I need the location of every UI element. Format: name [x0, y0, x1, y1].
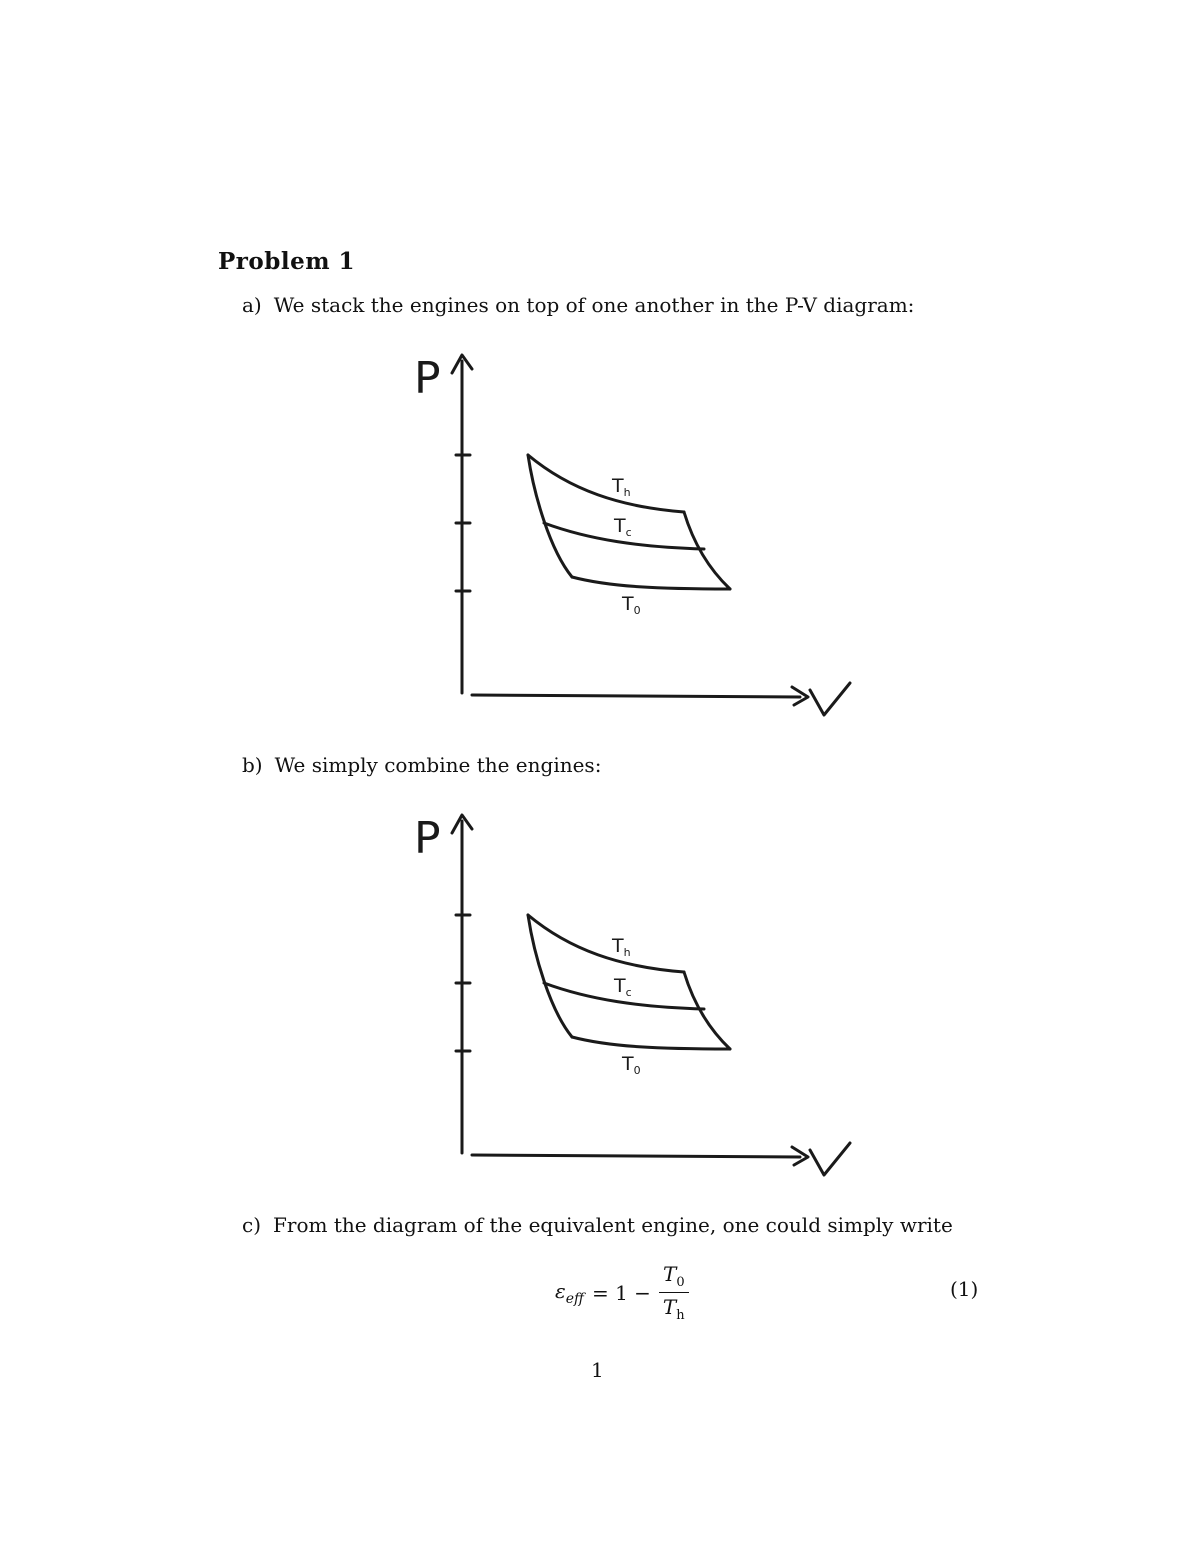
eq-fraction	[659, 1262, 689, 1323]
eq-numerator: $T_0$	[659, 1262, 689, 1293]
part-c-body: From the diagram of the equivalent engine, one could simply write	[273, 1213, 953, 1237]
label-tc: $T_c$	[614, 515, 632, 539]
problem-heading: Problem 1	[218, 248, 356, 275]
efficiency-equation	[555, 1262, 689, 1323]
adiabat-left	[528, 915, 572, 1037]
v-letter	[810, 683, 850, 715]
adiabat-right	[684, 972, 730, 1049]
page-number: 1	[591, 1358, 604, 1382]
isotherm-hot	[528, 455, 684, 512]
eq-operator: = 1 −	[591, 1280, 651, 1305]
y-axis-label: P	[414, 353, 441, 404]
isotherm-zero	[572, 577, 730, 589]
adiabat-right	[684, 512, 730, 589]
part-b-label: b)	[242, 753, 263, 777]
label-t0: $T_0$	[622, 593, 641, 617]
adiabat-left	[528, 455, 572, 577]
equation-number: (1)	[950, 1277, 979, 1301]
part-c-label: c)	[242, 1213, 262, 1237]
part-c-text	[242, 1213, 953, 1237]
isotherm-zero	[572, 1037, 730, 1049]
part-b-body: We simply combine the engines:	[274, 753, 602, 777]
isotherm-hot	[528, 915, 684, 972]
label-tc: $T_c$	[614, 975, 632, 999]
pv-diagram-combined	[400, 805, 870, 1185]
v-letter	[810, 1143, 850, 1175]
pv-diagram-stacked	[400, 345, 870, 725]
volume-axis	[472, 695, 800, 697]
eq-lhs: $\varepsilon_{eff}$	[555, 1278, 584, 1307]
part-a-label: a)	[242, 293, 262, 317]
volume-axis	[472, 1155, 800, 1157]
label-t0: $T_0$	[622, 1053, 641, 1077]
y-axis-label: P	[414, 813, 441, 864]
part-a-text	[242, 293, 914, 317]
part-a-body: We stack the engines on top of one another in the P-V diagram:	[273, 293, 915, 317]
eq-denominator: $T_h$	[662, 1295, 685, 1323]
label-th: $T_h$	[612, 935, 631, 959]
part-b-text	[242, 753, 601, 777]
label-th: $T_h$	[612, 475, 631, 499]
